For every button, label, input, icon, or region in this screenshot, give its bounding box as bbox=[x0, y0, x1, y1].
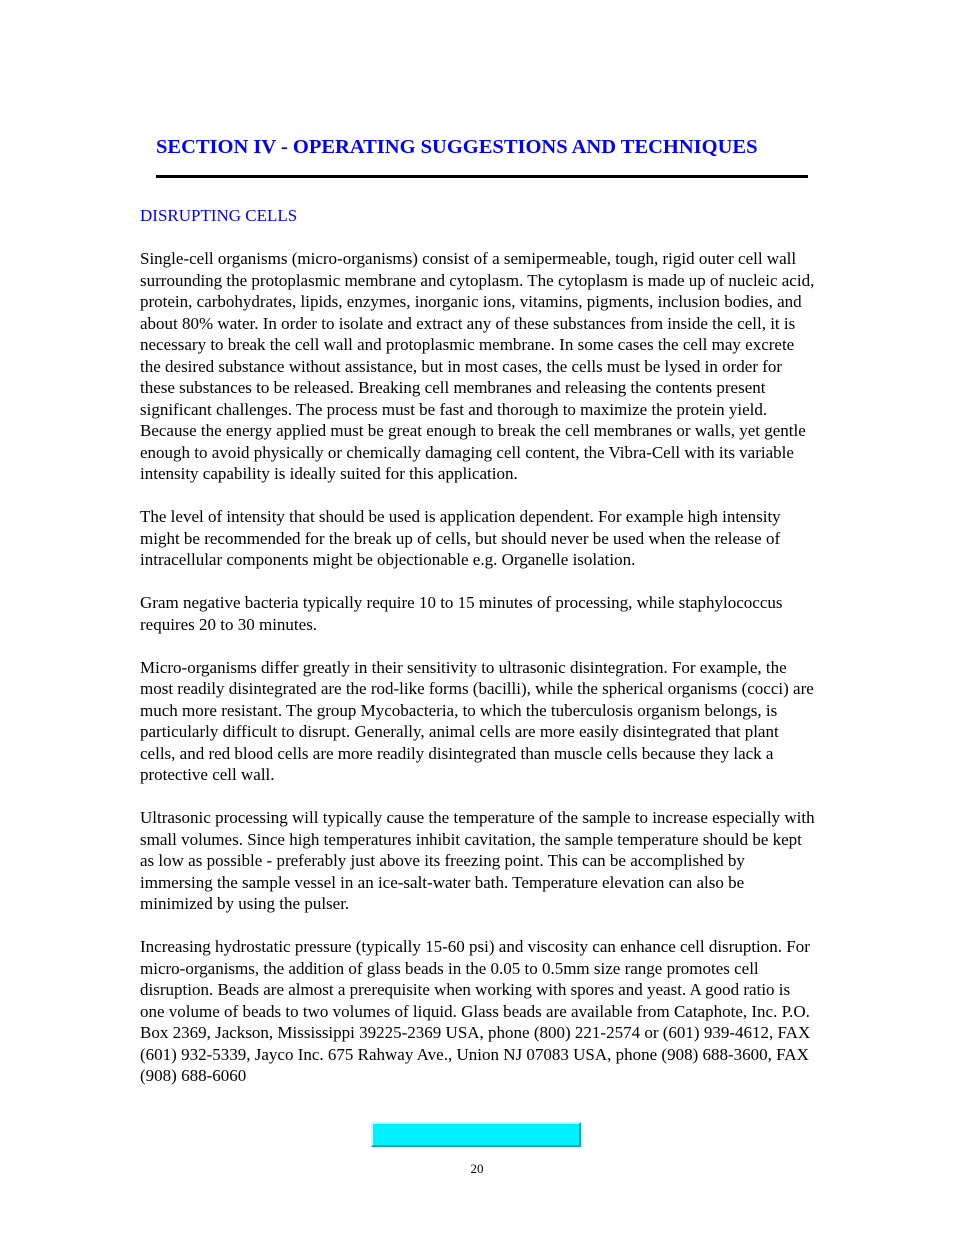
paragraph-cell-structure: Single-cell organisms (micro-organisms) consist of a semipermeable, tough, rigid outer cell wall surrounding the protoplasmic membrane and cytoplasm. The cytoplasm is made up of nucleic acid, protein, carbohydrates, lipids, enzymes, inorganic ions, vitamins, pigments, inclusion bodies, and about 80% water. In order to isolate and extract any of these substances from inside the cell, it is necessary to break the cell wall and protoplasmic membrane. In some cases the cell may excrete the desired substance without assistance, but in most cases, the cells must be lysed in order for these substances to be released. Breaking cell membranes and releasing the contents present significant challenges. The process must be fast and thorough to maximize the protein yield. Because the energy applied must be great enough to break the cell membranes or walls, yet gentle enough to avoid physically or chemically damaging cell content, the Vibra-Cell with its variable intensity capability is ideally suited for this application. bbox=[140, 249, 815, 483]
subsection-title: DISRUPTING CELLS bbox=[140, 206, 298, 225]
paragraph-gram-negative: Gram negative bacteria typically require 10 to 15 minutes of processing, while staphylococcus requires 20 to 30 minutes. bbox=[140, 593, 783, 634]
paragraph-temperature: Ultrasonic processing will typically cause the temperature of the sample to increase especially with small volumes. Since high temperatures inhibit cavitation, the sample temperature should be kept as low as possible - preferably just above its freezing point. This can be accomplished by immersing the sample vessel in an ice-salt-water bath. Temperature elevation can also be minimized by using the pulser. bbox=[140, 808, 815, 913]
paragraph-pressure-beads: Increasing hydrostatic pressure (typically 15-60 psi) and viscosity can enhance cell disruption. For micro-organisms, the addition of glass beads in the 0.05 to 0.5mm size range promotes cell disruption. Beads are almost a prerequisite when working with spores and yeast. A good ratio is one volume of beads to two volumes of liquid. Glass beads are available from Cataphote, Inc. P.O. Box 2369, Jackson, Mississippi 39225-2369 USA, phone (800) 221-2574 or (601) 939-4612, FAX (601) 932-5339, Jayco Inc. 675 Rahway Ave., Union NJ 07083 USA, phone (908) 688-3600, FAX (908) 688-6060 bbox=[140, 937, 811, 1085]
paragraph-sensitivity: Micro-organisms differ greatly in their sensitivity to ultrasonic disintegration. For example, the most readily disintegrated are the rod-like forms (bacilli), while the spherical organisms (cocci) are much more resistant. The group Mycobacteria, to which the tuberculosis organism belongs, is particularly difficult to disrupt. Generally, animal cells are more easily disintegrated that plant cells, and red blood cells are more readily disintegrated than muscle cells because they lack a protective cell wall. bbox=[140, 657, 814, 784]
paragraph-intensity: The level of intensity that should be used is application dependent. For example high intensity might be recommended for the break up of cells, but should never be used when the release of intracellular components might be objectionable e.g. Organelle isolation. bbox=[140, 507, 781, 569]
title-divider bbox=[156, 175, 808, 178]
section-title: SECTION IV - OPERATING SUGGESTIONS AND TECHNIQUES bbox=[156, 136, 758, 158]
page-number: 20 bbox=[470, 1161, 484, 1176]
navigation-bar-button[interactable] bbox=[371, 1122, 581, 1147]
body-text bbox=[140, 248, 816, 1108]
